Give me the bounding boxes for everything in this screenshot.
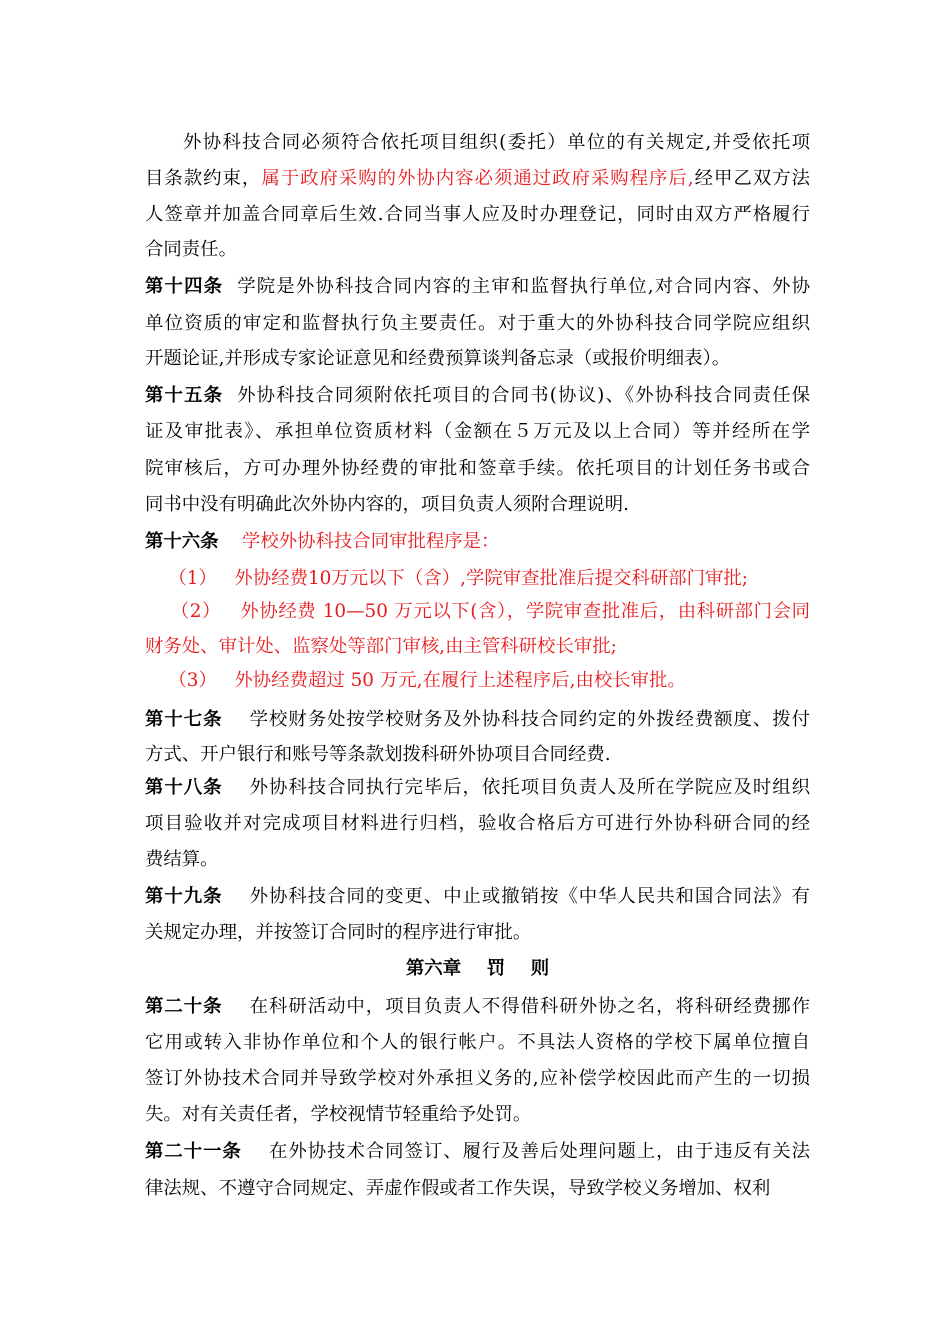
text-line [145,1032,810,1054]
text-segment: 费结算。 [145,849,219,870]
text-segment: 失。对有关责任者，学校视情节轻重给予处罚。 [145,1104,532,1125]
article-number: 第十九条 [145,886,223,907]
text-line [145,670,810,692]
text-line [145,239,810,261]
text-line [145,996,810,1018]
text-segment: 关规定办理，并按签订合同时的程序进行审批。 [145,922,532,943]
highlighted-text: 财务处、审计处、监察处等部门审核,由主管科研校长审批; [145,636,617,657]
text-line [145,348,810,370]
text-segment: 它用或转入非协作单位和个人的银行帐户。不具法人资格的学校下属单位擅自 [145,1032,810,1053]
text-segment: 外协科技合同执行完毕后，依托项目负责人及所在学院应及时组织 [222,777,810,798]
text-line [145,168,810,190]
text-segment: 同书中没有明确此次外协内容的，项目负责人须附合理说明. [145,494,630,515]
text-segment: 在外协技术合同签订、履行及善后处理问题上，由于违反有关法 [241,1141,810,1162]
text-line [145,636,810,658]
text-line [183,132,810,154]
article-number: 第十四条 [145,276,224,297]
text-line [145,1104,810,1126]
text-line [145,204,810,226]
text-line [145,1141,810,1163]
text-line [145,421,810,443]
text-segment: 学院是外协科技合同内容的主审和监督执行单位,对合同内容、外协 [223,276,810,297]
article-number: 第十八条 [145,777,223,798]
text-line [145,744,810,766]
article-number: 第二十条 [145,996,223,1017]
text-line [145,385,810,407]
text-segment: 学校财务处按学校财务及外协科技合同约定的外拨经费额度、拨付 [222,709,810,730]
text-segment: 在科研活动中，项目负责人不得借科研外协之名，将科研经费挪作 [222,996,810,1017]
text-segment: 外协科技合同须附依托项目的合同书(协议)、《外协科技合同责任保 [223,385,810,406]
text-line [145,494,810,516]
text-line [145,849,810,871]
text-segment: 外协科技合同的变更、中止或撤销按《中华人民共和国合同法》有 [222,886,810,907]
text-segment: 人签章并加盖合同章后生效.合同当事人应及时办理登记，同时由双方严格履行 [145,204,810,225]
article-number: 第十七条 [145,709,223,730]
text-segment: 外协科技合同必须符合依托项目组织(委托）单位的有关规定,并受依托项 [183,132,810,153]
text-segment: 律法规、不遵守合同规定、弄虚作假或者工作失误，导致学校义务增加、权利 [145,1178,771,1199]
chapter-heading: 第六章 罚 则 [405,958,550,979]
text-line [145,568,810,590]
text-segment: 开题论证,并形成专家论证意见和经费预算谈判备忘录（或报价明细表）。 [145,348,731,369]
text-line [145,1178,810,1200]
text-line [145,777,810,799]
text-line [145,313,810,335]
highlighted-text: 学校外协科技合同审批程序是： [218,531,500,552]
highlighted-text: （3） 外协经费超过 50 万元,在履行上述程序后,由校长审批。 [145,670,686,691]
text-line [145,458,810,480]
text-segment: 合同责任。 [145,239,237,260]
text-line [145,709,810,731]
text-line [145,276,810,298]
text-segment: 目条款约束， [145,168,262,189]
text-segment: 经甲乙双方法 [693,168,810,189]
article-number: 第十六条 [145,531,219,552]
highlighted-text: （1） 外协经费10万元以下（含）,学院审查批准后提交科研部门审批; [145,568,749,589]
text-line [145,813,810,835]
text-line [145,922,810,944]
text-segment: 方式、开户银行和账号等条款划拨科研外协项目合同经费. [145,744,611,765]
text-line [145,601,810,623]
text-segment: 单位资质的审定和监督执行负主要责任。对于重大的外协科技合同学院应组织 [145,313,810,334]
text-line [145,531,810,553]
article-number: 第二十一条 [145,1141,242,1162]
highlighted-text: 属于政府采购的外协内容必须通过政府采购程序后, [261,168,694,189]
text-segment: 院审核后，方可办理外协经费的审批和签章手续。依托项目的计划任务书或合 [145,458,810,479]
highlighted-text: （2） 外协经费 10—50 万元以下(含），学院审查批准后，由科研部门会同 [145,601,810,622]
text-segment: 签订外协技术合同并导致学校对外承担义务的,应补偿学校因此而产生的一切损 [145,1068,810,1089]
text-segment: 项目验收并对完成项目材料进行归档，验收合格后方可进行外协科研合同的经 [145,813,810,834]
text-line [145,886,810,908]
article-number: 第十五条 [145,385,224,406]
text-segment: 证及审批表》、承担单位资质材料（金额在５万元及以上合同）等并经所在学 [145,421,810,442]
text-line [145,1068,810,1090]
